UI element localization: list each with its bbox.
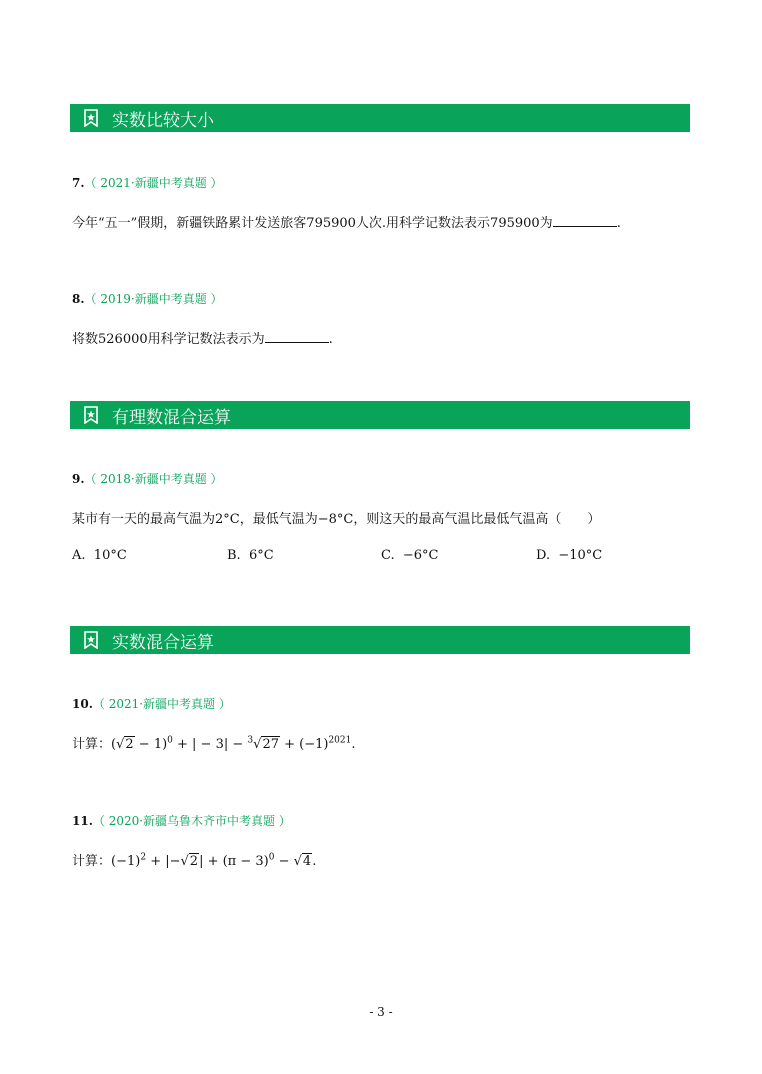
section-header-real-compare bbox=[70, 104, 690, 132]
question-number: 7. bbox=[72, 176, 85, 190]
option-a[interactable]: A. 10°C bbox=[72, 548, 127, 563]
question-source: （ 2018·新疆中考真题 ） bbox=[84, 472, 223, 486]
section-header-real-ops bbox=[70, 626, 690, 654]
question-8-header bbox=[72, 290, 223, 307]
question-11-expression: 计算：$(-1)^2 + |-√2| + (\pi - 3)^0 - √4$. bbox=[72, 852, 317, 869]
bookmark-star-icon bbox=[82, 109, 100, 127]
question-8-text: 将数526000用科学记数法表示为 . bbox=[72, 332, 333, 347]
question-source: （ 2019·新疆中考真题 ） bbox=[84, 292, 223, 306]
option-b[interactable]: B. 6°C bbox=[227, 548, 274, 563]
section-title: 实数混合运算 bbox=[112, 632, 214, 653]
bookmark-star-icon bbox=[82, 406, 100, 424]
question-number: 11. bbox=[72, 814, 93, 828]
question-body: 今年“五一”假期，新疆铁路累计发送旅客795900人次.用科学记数法表示795900为 bbox=[72, 216, 553, 231]
question-number: 10. bbox=[72, 697, 93, 711]
question-source: （ 2021·新疆中考真题 ） bbox=[92, 697, 231, 711]
question-10-header bbox=[72, 695, 231, 712]
answer-blank[interactable] bbox=[265, 330, 329, 343]
question-number: 8. bbox=[72, 292, 85, 306]
question-9-header bbox=[72, 470, 223, 487]
section-header-rational-ops bbox=[70, 401, 690, 429]
question-body: 将数526000用科学记数法表示为 bbox=[72, 332, 265, 347]
section-title: 有理数混合运算 bbox=[112, 407, 231, 428]
bookmark-star-icon bbox=[82, 631, 100, 649]
section-title: 实数比较大小 bbox=[112, 110, 214, 131]
option-c[interactable]: C. −6°C bbox=[381, 548, 439, 563]
question-9-text: 某市有一天的最高气温为2°C，最低气温为−8°C，则这天的最高气温比最低气温高（ ） bbox=[72, 512, 601, 527]
question-number: 9. bbox=[72, 472, 85, 486]
option-d[interactable]: D. −10°C bbox=[536, 548, 603, 563]
question-7-text: 今年“五一”假期，新疆铁路累计发送旅客795900人次.用科学记数法表示795900为 . bbox=[72, 216, 621, 231]
question-source: （ 2020·新疆乌鲁木齐市中考真题 ） bbox=[92, 814, 291, 828]
question-source: （ 2021·新疆中考真题 ） bbox=[84, 176, 223, 190]
page-number: - 3 - bbox=[369, 1005, 393, 1019]
question-10-expression: 计算：$(√2 - 1)^0$ + | − $3| - ^3√27 + (-1)^{2021}$. bbox=[72, 735, 356, 752]
question-11-header bbox=[72, 812, 291, 829]
answer-blank[interactable] bbox=[553, 214, 617, 227]
question-7-header bbox=[72, 174, 223, 191]
